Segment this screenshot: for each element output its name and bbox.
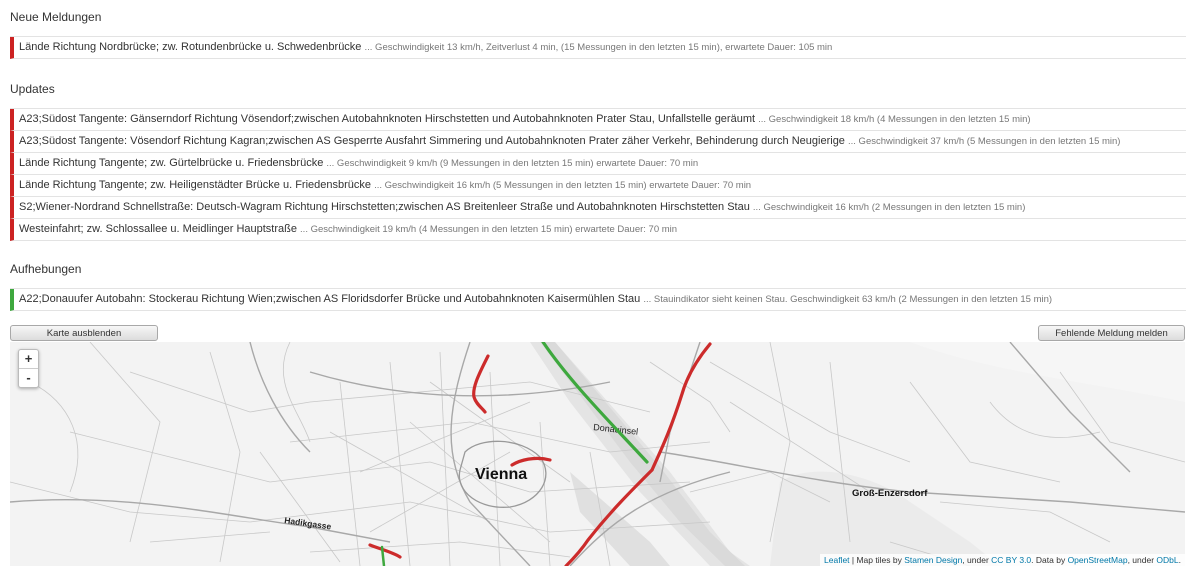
odbl-link[interactable]: ODbL	[1156, 555, 1179, 565]
zoom-in-button[interactable]: +	[24, 351, 33, 366]
item-text: A22;Donauufer Autobahn: Stockerau Richtung Wien;zwischen AS Floridsdorfer Brücke und Autobahnknoten Kaisermühlen Stau	[19, 293, 641, 305]
list-cleared	[10, 288, 1186, 311]
zoom-out-button[interactable]: -	[19, 368, 38, 387]
list-item[interactable]	[10, 219, 1186, 241]
item-text: S2;Wiener-Nordrand Schnellstraße: Deutsch-Wagram Richtung Hirschstetten;zwischen AS Breitenleer Straße und Autobahnknoten Hirschstetten Stau	[19, 201, 750, 213]
list-item[interactable]	[10, 197, 1186, 219]
map-tiles	[10, 342, 1185, 566]
item-text: Westeinfahrt; zw. Schlossallee u. Meidlinger Hauptstraße	[19, 223, 297, 235]
section-title-new: Neue Meldungen	[10, 10, 102, 24]
leaflet-link[interactable]: Leaflet	[824, 555, 850, 565]
report-missing-button[interactable]: Fehlende Meldung melden	[1038, 325, 1185, 341]
section-title-cleared: Aufhebungen	[10, 262, 82, 276]
item-detail: ... Geschwindigkeit 16 km/h (5 Messungen in den letzten 15 min) erwartete Dauer: 70 min	[374, 180, 752, 191]
list-item[interactable]	[10, 175, 1186, 197]
item-detail: ... Stauindikator sieht keinen Stau. Geschwindigkeit 63 km/h (2 Messungen in den letzten 15 min)	[643, 294, 1053, 305]
traffic-map[interactable]	[10, 342, 1185, 566]
list-item[interactable]	[10, 289, 1186, 311]
item-detail: ... Geschwindigkeit 16 km/h (2 Messungen in den letzten 15 min)	[752, 202, 1026, 213]
ccby-link[interactable]: CC BY 3.0	[991, 555, 1032, 565]
attribution-text: . Data by	[1031, 555, 1068, 565]
list-new	[10, 36, 1186, 59]
attribution-text: , under	[1127, 555, 1157, 565]
item-text: A23;Südost Tangente: Gänserndorf Richtung Vösendorf;zwischen Autobahnknoten Hirschstetten und Autobahnknoten Prater Stau, Unfallstelle geräumt	[19, 113, 756, 125]
item-detail: ... Geschwindigkeit 18 km/h (4 Messungen in den letzten 15 min)	[758, 114, 1031, 125]
attribution-text: .	[1178, 555, 1181, 565]
section-title-updates: Updates	[10, 82, 55, 96]
item-detail: ... Geschwindigkeit 9 km/h (9 Messungen in den letzten 15 min) erwartete Dauer: 70 min	[326, 158, 699, 169]
attribution-text: | Map tiles by	[849, 555, 905, 565]
attribution-text: , under	[962, 555, 992, 565]
list-item[interactable]	[10, 109, 1186, 131]
item-text: Lände Richtung Nordbrücke; zw. Rotundenbrücke u. Schwedenbrücke	[19, 41, 362, 53]
list-updates	[10, 108, 1186, 241]
osm-link[interactable]: OpenStreetMap	[1067, 555, 1128, 565]
zoom-control	[18, 349, 39, 388]
item-detail: ... Geschwindigkeit 37 km/h (5 Messungen in den letzten 15 min)	[848, 136, 1121, 147]
map-attribution	[820, 554, 1185, 566]
list-item[interactable]	[10, 37, 1186, 59]
traffic-segment-red	[652, 344, 710, 470]
map-label-hadikgasse: Hadikgasse	[283, 515, 332, 532]
map-label-vienna: Vienna	[475, 466, 528, 483]
item-detail: ... Geschwindigkeit 13 km/h, Zeitverlust 4 min, (15 Messungen in den letzten 15 min), erwartete Dauer: 105 min	[364, 42, 833, 53]
item-detail: ... Geschwindigkeit 19 km/h (4 Messungen in den letzten 15 min) erwartete Dauer: 70 min	[300, 224, 678, 235]
hide-map-button[interactable]: Karte ausblenden	[10, 325, 158, 341]
item-text: Lände Richtung Tangente; zw. Gürtelbrücke u. Friedensbrücke	[19, 157, 324, 169]
map-label-gross-enzersdorf: Groß-Enzersdorf	[852, 488, 928, 499]
item-text: A23;Südost Tangente: Vösendorf Richtung Kagran;zwischen AS Gesperrte Ausfahrt Simmering und Autobahnknoten Prater zäher Verkehr, Behinderung durch Neugierige	[19, 135, 845, 147]
item-text: Lände Richtung Tangente; zw. Heiligenstädter Brücke u. Friedensbrücke	[19, 179, 372, 191]
traffic-segment-red	[474, 356, 488, 412]
list-item[interactable]	[10, 153, 1186, 175]
map-label-donauinsel: Donauinsel	[592, 422, 639, 437]
stamen-link[interactable]: Stamen Design	[904, 555, 963, 565]
list-item[interactable]	[10, 131, 1186, 153]
